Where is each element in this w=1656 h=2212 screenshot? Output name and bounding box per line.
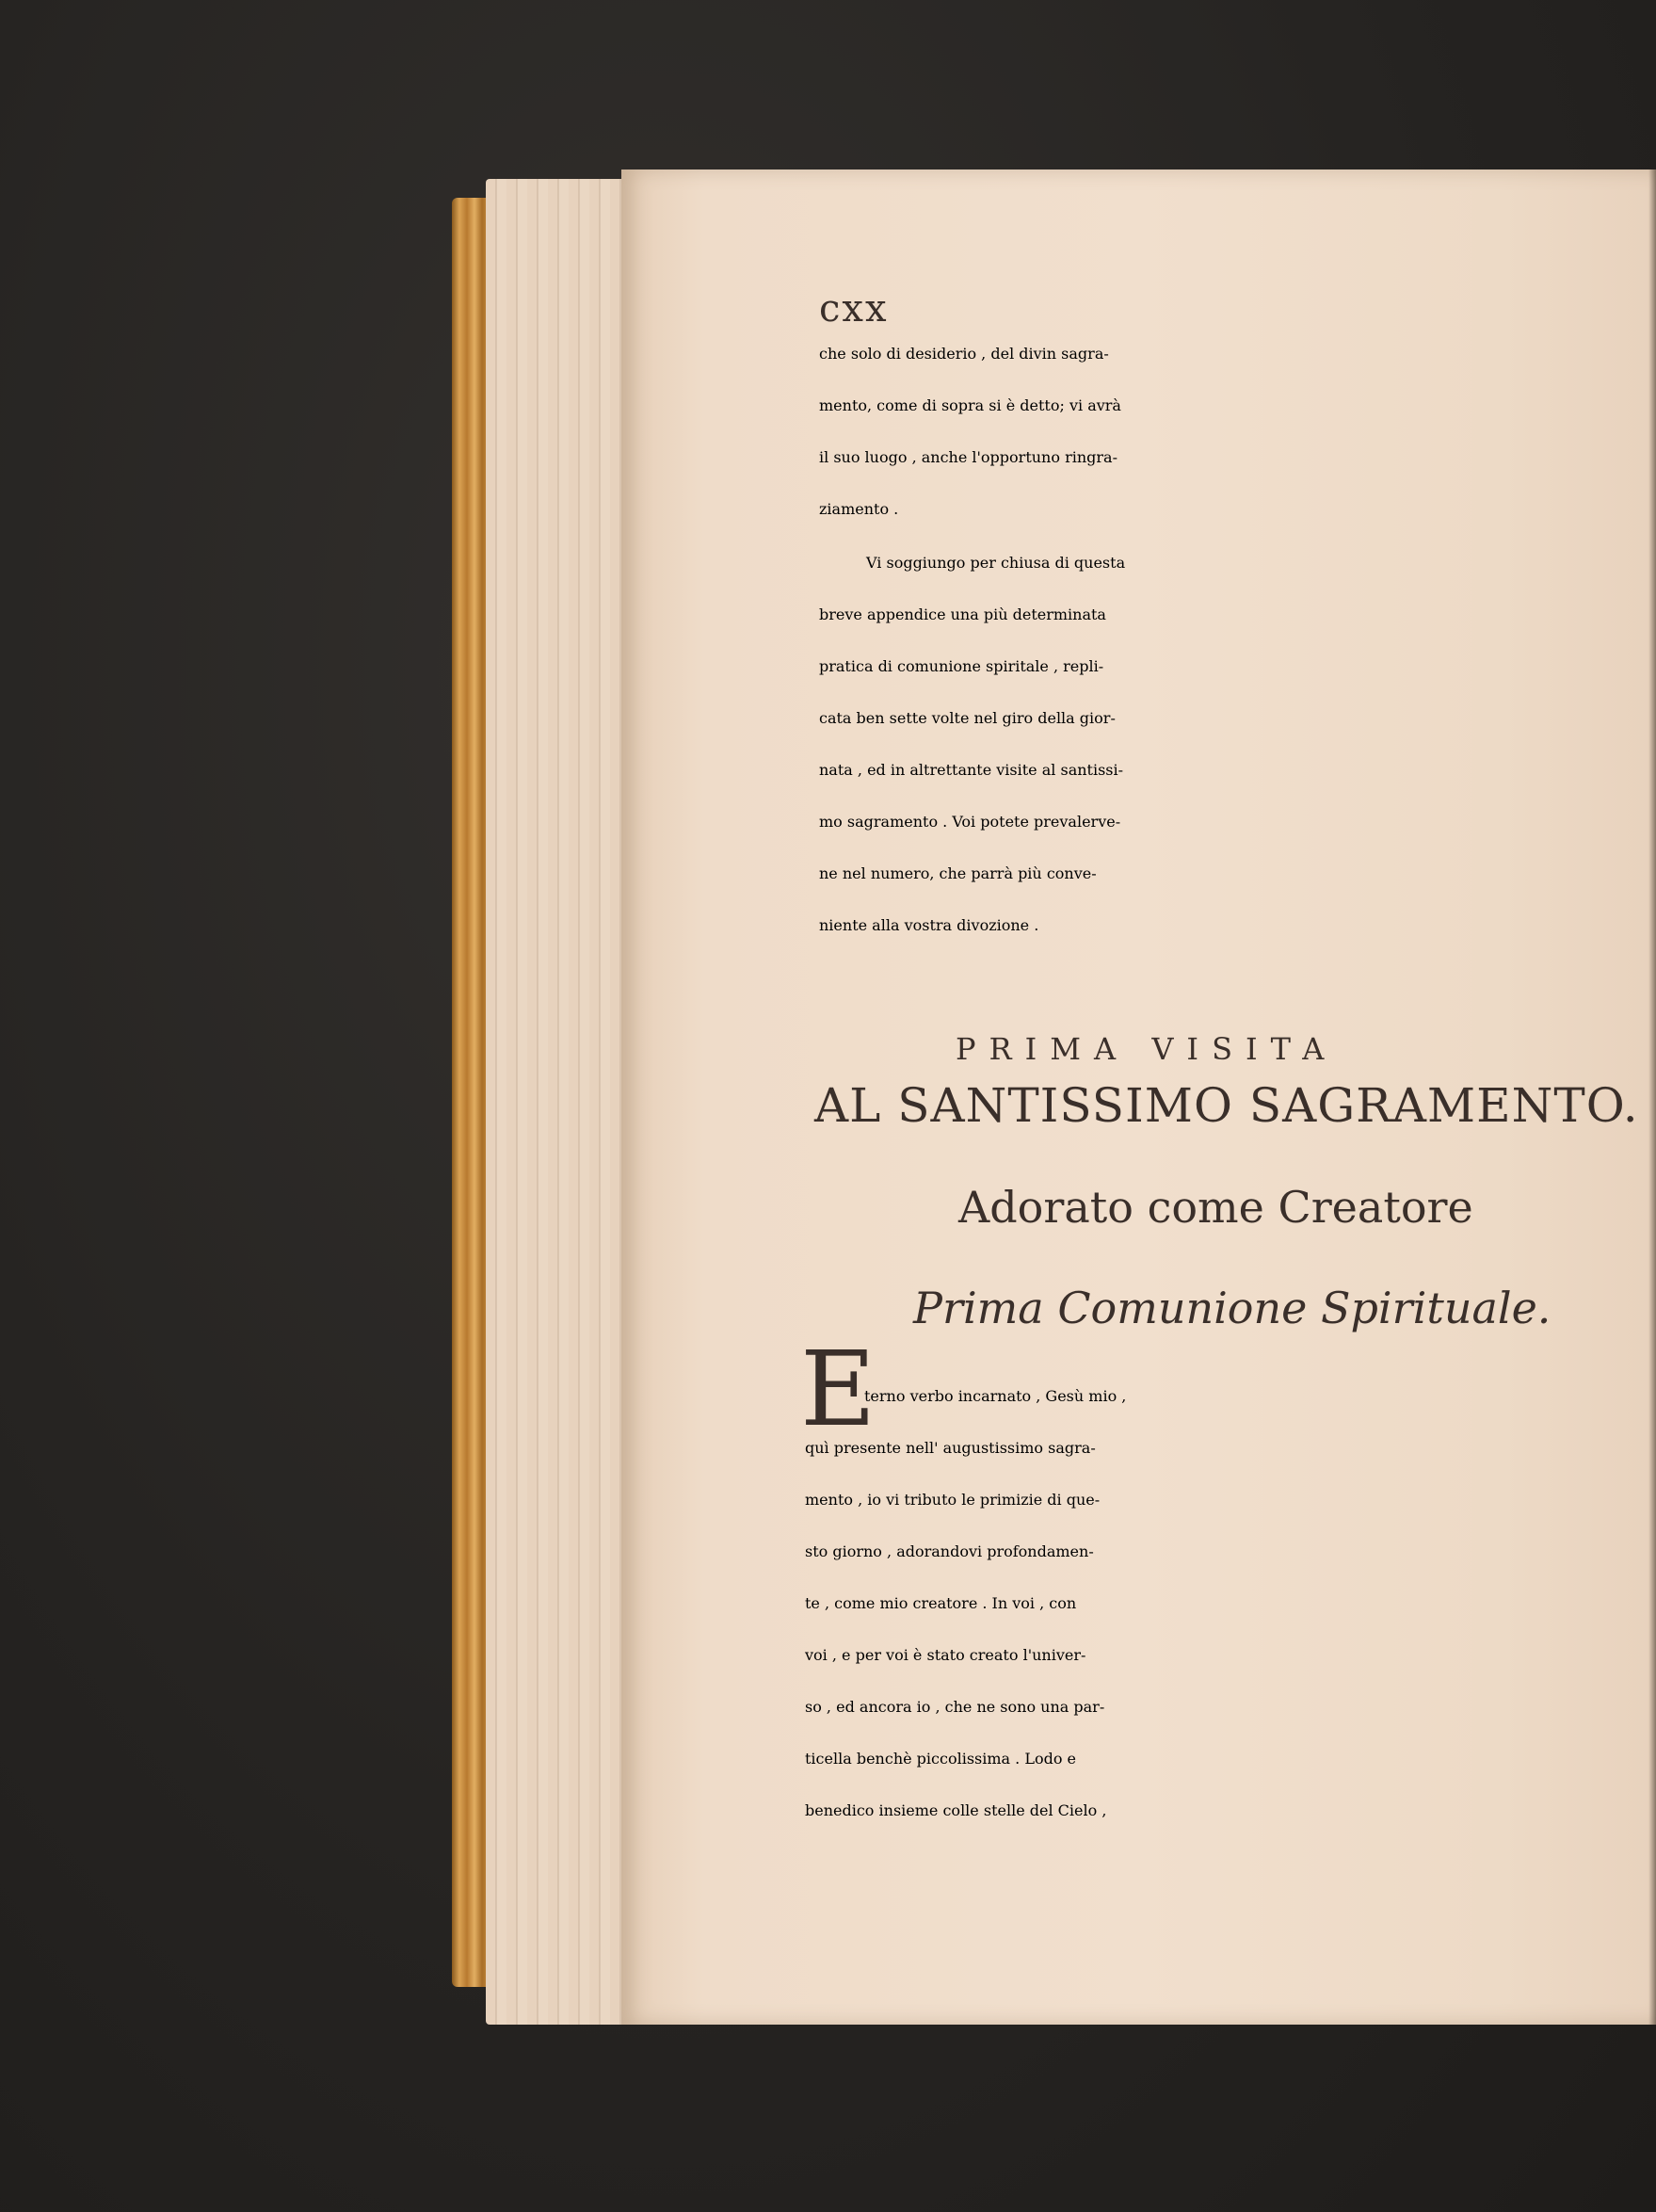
paragraph1-line-2: mento, come di sopra si è detto; vi avrà (819, 396, 1121, 414)
paragraph2-line-2: breve appendice una più determinata (819, 605, 1106, 623)
paragraph1-line-1: che solo di desiderio , del divin sagra- (819, 345, 1109, 363)
gilded-fore-edge (452, 198, 490, 1987)
paragraph3-line-6: voi , e per voi è stato creato l'univer- (805, 1646, 1086, 1664)
paragraph3-line-9: benedico insieme colle stelle del Cielo , (805, 1801, 1107, 1819)
paragraph2-line-6: mo sagramento . Voi potete prevalerve- (819, 813, 1121, 831)
section-title: AL SANTISSIMO SAGRAMENTO. (814, 1078, 1639, 1133)
paragraph2-line-3: pratica di comunione spiritale , repli- (819, 657, 1104, 675)
page-number: cxx (819, 287, 889, 331)
paragraph3-line-4: sto giorno , adorandovi profondamen- (805, 1542, 1094, 1560)
paragraph2-line-5: nata , ed in altrettante visite al santissi- (819, 761, 1124, 779)
paragraph3-line-5: te , come mio creatore . In voi , con (805, 1594, 1077, 1612)
paragraph3-line-2: quì presente nell' augustissimo sagra- (805, 1439, 1096, 1457)
section-subtitle: Adorato come Creatore (958, 1182, 1473, 1233)
paragraph2-line-1: Vi soggiungo per chiusa di questa (866, 554, 1126, 572)
paragraph3-line-8: ticella benchè piccolissima . Lodo e (805, 1750, 1077, 1768)
italic-heading: Prima Comunione Spirituale. (913, 1283, 1551, 1333)
paragraph1-line-4: ziamento . (819, 500, 899, 518)
drop-cap: E (800, 1329, 876, 1449)
page-stack (486, 179, 636, 2025)
section-heading: PRIMA VISITA (956, 1031, 1338, 1067)
paragraph2-line-8: niente alla vostra divozione . (819, 916, 1039, 934)
paragraph2-line-7: ne nel numero, che parrà più conve- (819, 864, 1097, 882)
gutter-shadow (1648, 170, 1656, 2025)
paragraph3-line-3: mento , io vi tributo le primizie di que- (805, 1491, 1101, 1509)
paragraph2-line-4: cata ben sette volte nel giro della gior- (819, 709, 1116, 727)
paragraph3-line-1: terno verbo incarnato , Gesù mio , (864, 1387, 1127, 1405)
paragraph3-line-7: so , ed ancora io , che ne sono una par- (805, 1698, 1105, 1716)
paragraph1-line-3: il suo luogo , anche l'opportuno ringra- (819, 448, 1117, 466)
